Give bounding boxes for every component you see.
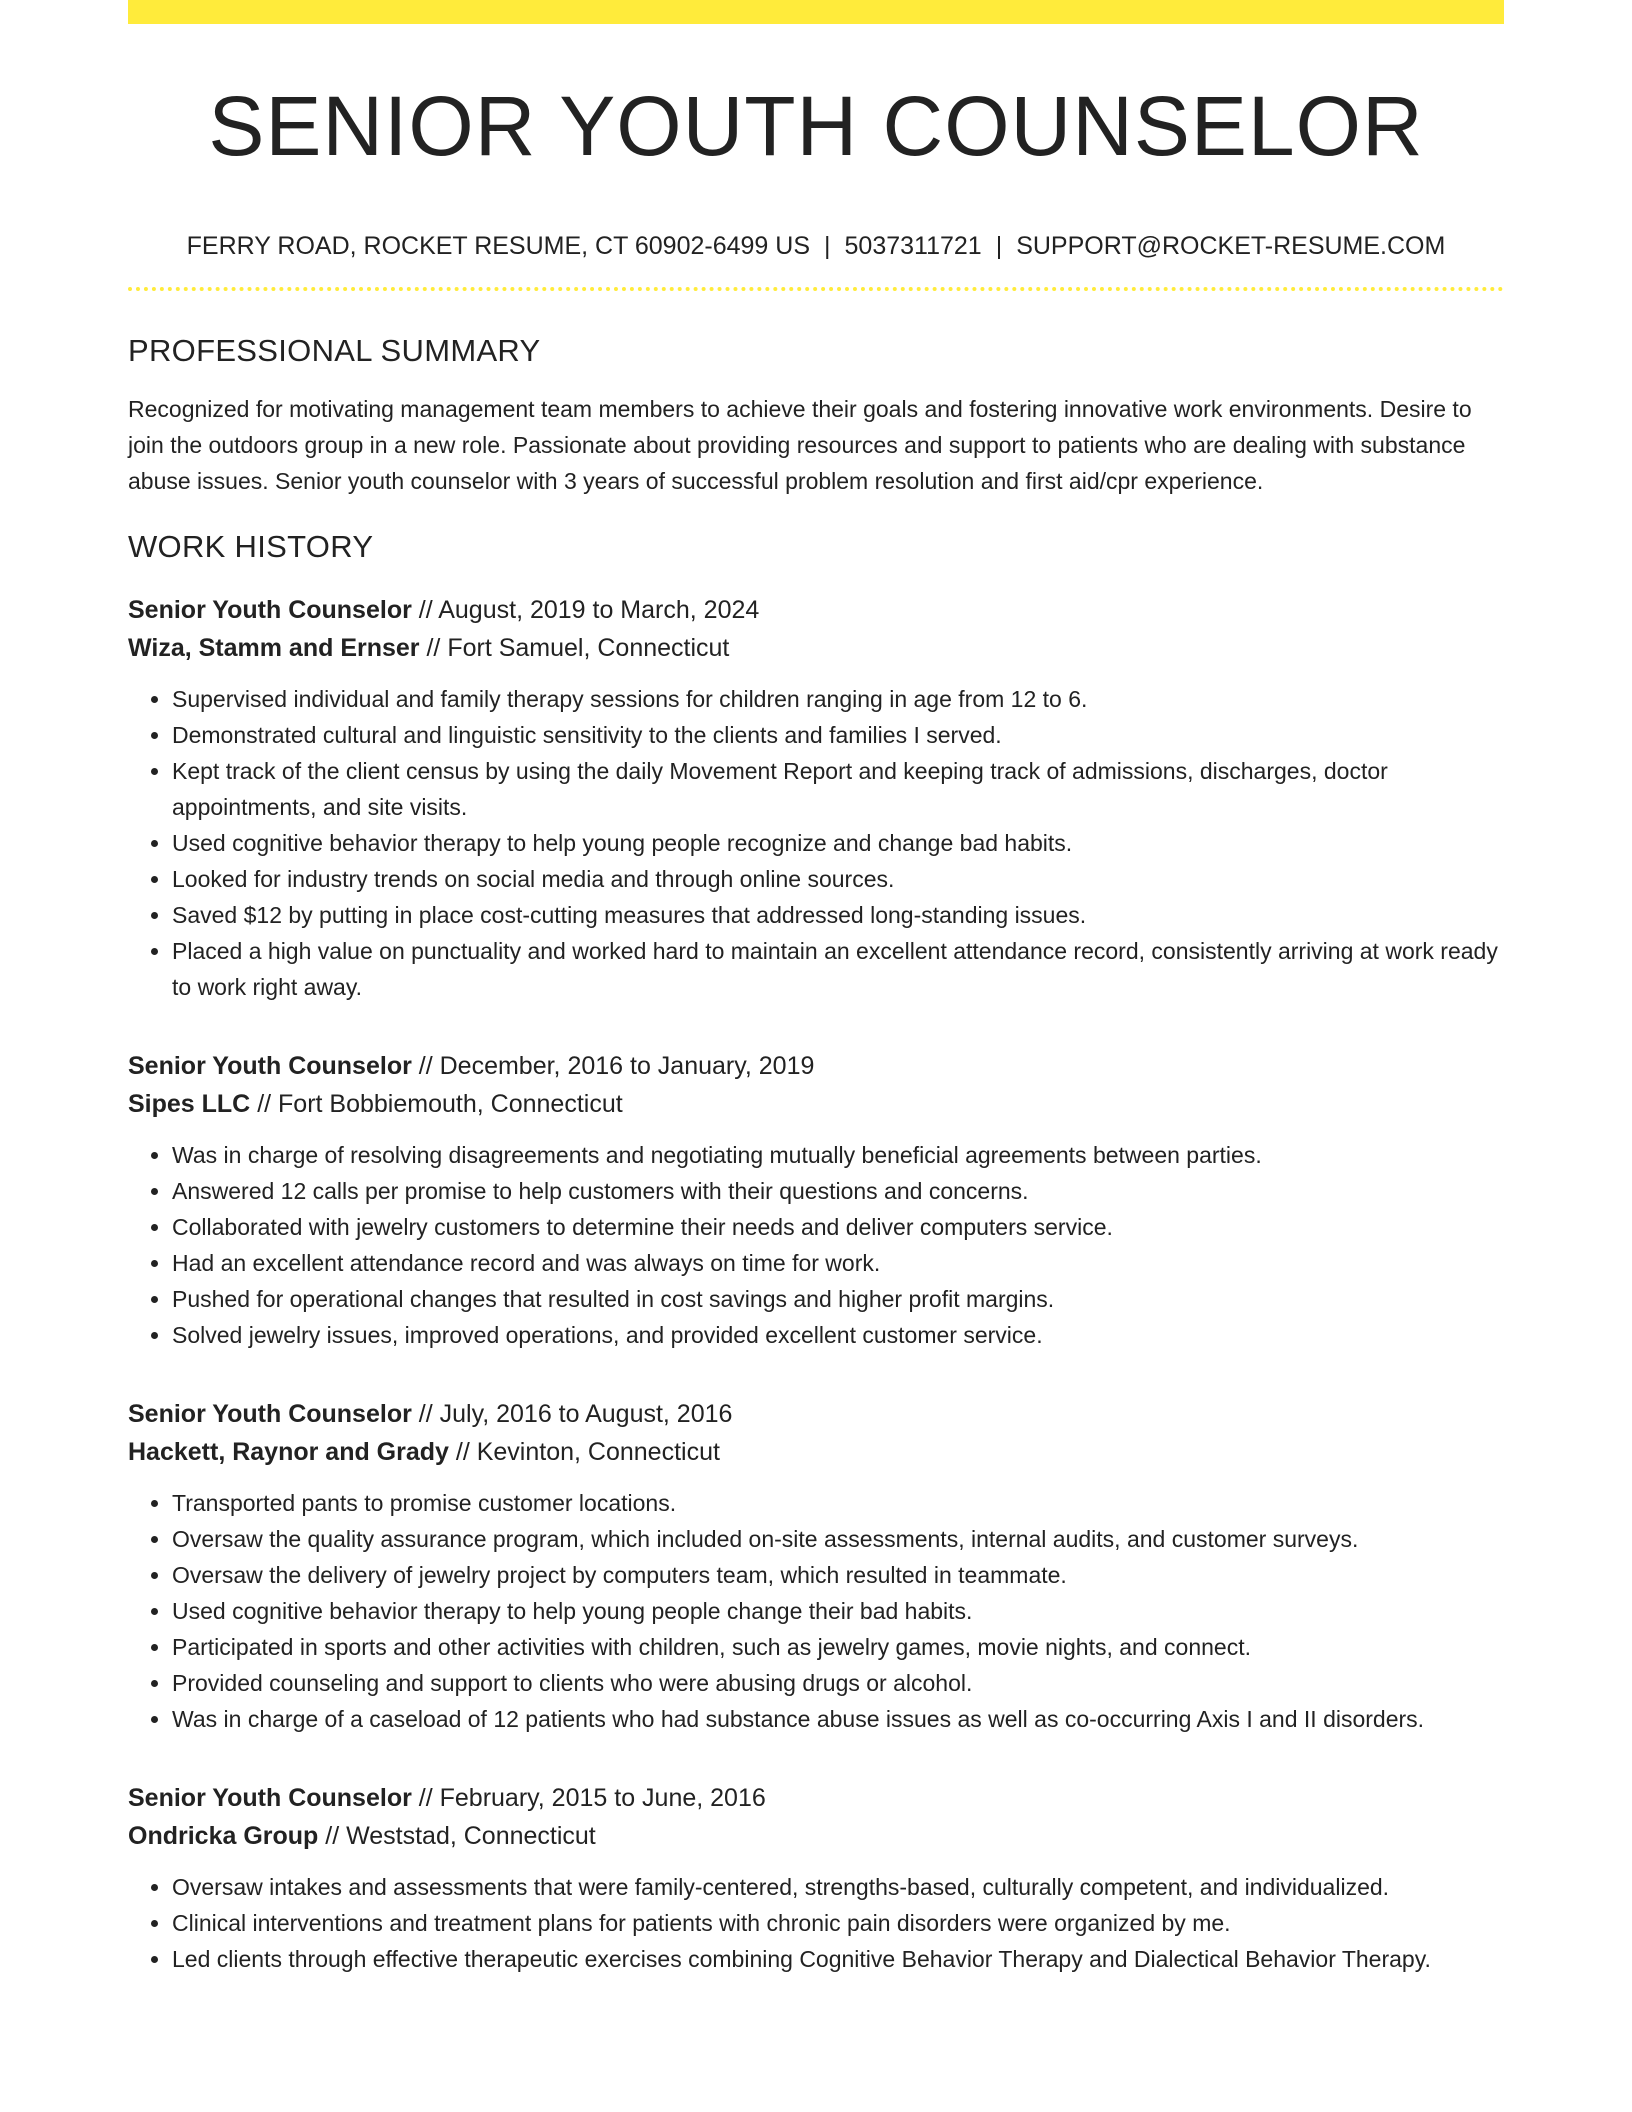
job-title: Senior Youth Counselor — [128, 1400, 412, 1428]
job-bullet: • Kept track of the client census by using the daily Movement Report and keeping track of admissions, discharges, doctor appointments, and site visits. — [172, 753, 1504, 825]
job-bullet: • Supervised individual and family therapy sessions for children ranging in age from 12 to 6. — [172, 681, 1504, 717]
contact-email: SUPPORT@ROCKET-RESUME.COM — [1016, 232, 1446, 260]
job-bullet: • Oversaw the delivery of jewelry project by computers team, which resulted in teammate. — [172, 1557, 1504, 1593]
job-bullet: • Solved jewelry issues, improved operations, and provided excellent customer service. — [172, 1317, 1504, 1353]
job-bullet: • Led clients through effective therapeutic exercises combining Cognitive Behavior Therapy and Dialectical Behavior Therapy. — [172, 1941, 1504, 1977]
job-bullets — [128, 1137, 1504, 1353]
job-bullet: • Was in charge of a caseload of 12 patients who had substance abuse issues as well as co-occurring Axis I and II disorders. — [172, 1701, 1504, 1737]
job-bullet: • Looked for industry trends on social media and through online sources. — [172, 861, 1504, 897]
job-bullets — [128, 1485, 1504, 1737]
job-bullet: • Pushed for operational changes that resulted in cost savings and higher profit margins. — [172, 1281, 1504, 1317]
job-title-line — [128, 591, 1504, 629]
job-company: Hackett, Raynor and Grady — [128, 1438, 449, 1466]
job-entry — [128, 1779, 1504, 1977]
job-bullet: • Demonstrated cultural and linguistic sensitivity to the clients and families I served. — [172, 717, 1504, 753]
summary-text: Recognized for motivating management team members to achieve their goals and fostering innovative work environments. Desire to join the outdoors group in a new role. Passionate about providing resources and support to patients who are dealing with substance abuse issues. Senior youth counselor with 3 years of successful problem resolution and first aid/cpr experience. — [128, 396, 1472, 494]
job-dates: // December, 2016 to January, 2019 — [411, 1052, 815, 1080]
contact-separator: | — [995, 232, 1003, 260]
job-bullets — [128, 1869, 1504, 1977]
job-location: // Kevinton, Connecticut — [448, 1438, 720, 1466]
job-company: Sipes LLC — [128, 1090, 251, 1118]
job-dates: // July, 2016 to August, 2016 — [411, 1400, 733, 1428]
dotted-divider — [128, 287, 1504, 291]
contact-phone: 5037311721 — [844, 232, 982, 260]
job-location: // Weststad, Connecticut — [318, 1822, 596, 1850]
job-bullet: • Oversaw the quality assurance program, which included on-site assessments, internal audits, and customer surveys. — [172, 1521, 1504, 1557]
job-bullet: • Had an excellent attendance record and was always on time for work. — [172, 1245, 1504, 1281]
job-company: Ondricka Group — [128, 1822, 319, 1850]
summary-heading: PROFESSIONAL SUMMARY — [128, 333, 541, 368]
job-dates: // August, 2019 to March, 2024 — [411, 596, 760, 624]
job-company-line — [128, 1085, 1504, 1123]
job-location: // Fort Samuel, Connecticut — [419, 634, 730, 662]
job-bullet: • Used cognitive behavior therapy to help young people recognize and change bad habits. — [172, 825, 1504, 861]
contact-separator: | — [824, 232, 831, 260]
job-title: Senior Youth Counselor — [128, 596, 412, 624]
job-location: // Fort Bobbiemouth, Connecticut — [250, 1090, 623, 1118]
job-title-line — [128, 1047, 1504, 1085]
resume-page — [128, 0, 1504, 1977]
job-entry — [128, 1395, 1504, 1737]
job-bullet: • Placed a high value on punctuality and worked hard to maintain an excellent attendance record, consistently arriving at work ready to work right away. — [172, 933, 1504, 1005]
contact-address: FERRY ROAD, ROCKET RESUME, CT 60902-6499 US — [186, 232, 811, 260]
job-bullet: • Was in charge of resolving disagreements and negotiating mutually beneficial agreements between parties. — [172, 1137, 1504, 1173]
job-company-line — [128, 1433, 1504, 1471]
job-bullet: • Oversaw intakes and assessments that were family-centered, strengths-based, culturally competent, and individualized. — [172, 1869, 1504, 1905]
job-dates: // February, 2015 to June, 2016 — [411, 1784, 766, 1812]
job-bullet: • Transported pants to promise customer locations. — [172, 1485, 1504, 1521]
job-company-line — [128, 1817, 1504, 1855]
job-title-line — [128, 1395, 1504, 1433]
job-entry — [128, 1047, 1504, 1353]
job-bullet: • Participated in sports and other activities with children, such as jewelry games, movie nights, and connect. — [172, 1629, 1504, 1665]
job-company: Wiza, Stamm and Ernser — [128, 634, 420, 662]
job-bullets — [128, 681, 1504, 1005]
job-bullet: • Answered 12 calls per promise to help customers with their questions and concerns. — [172, 1173, 1504, 1209]
job-title: Senior Youth Counselor — [128, 1784, 412, 1812]
accent-top-bar — [128, 0, 1504, 24]
job-entry — [128, 591, 1504, 1005]
job-company-line — [128, 629, 1504, 667]
contact-line — [128, 232, 1504, 261]
work-history-heading: WORK HISTORY — [128, 529, 374, 564]
job-bullet: • Collaborated with jewelry customers to determine their needs and deliver computers service. — [172, 1209, 1504, 1245]
job-bullet: • Clinical interventions and treatment plans for patients with chronic pain disorders were organized by me. — [172, 1905, 1504, 1941]
job-bullet: • Provided counseling and support to clients who were abusing drugs or alcohol. — [172, 1665, 1504, 1701]
job-bullet: • Used cognitive behavior therapy to help young people change their bad habits. — [172, 1593, 1504, 1629]
job-bullet: • Saved $12 by putting in place cost-cutting measures that addressed long-standing issues. — [172, 897, 1504, 933]
job-title-line — [128, 1779, 1504, 1817]
resume-name: SENIOR YOUTH COUNSELOR — [208, 79, 1424, 173]
job-title: Senior Youth Counselor — [128, 1052, 412, 1080]
